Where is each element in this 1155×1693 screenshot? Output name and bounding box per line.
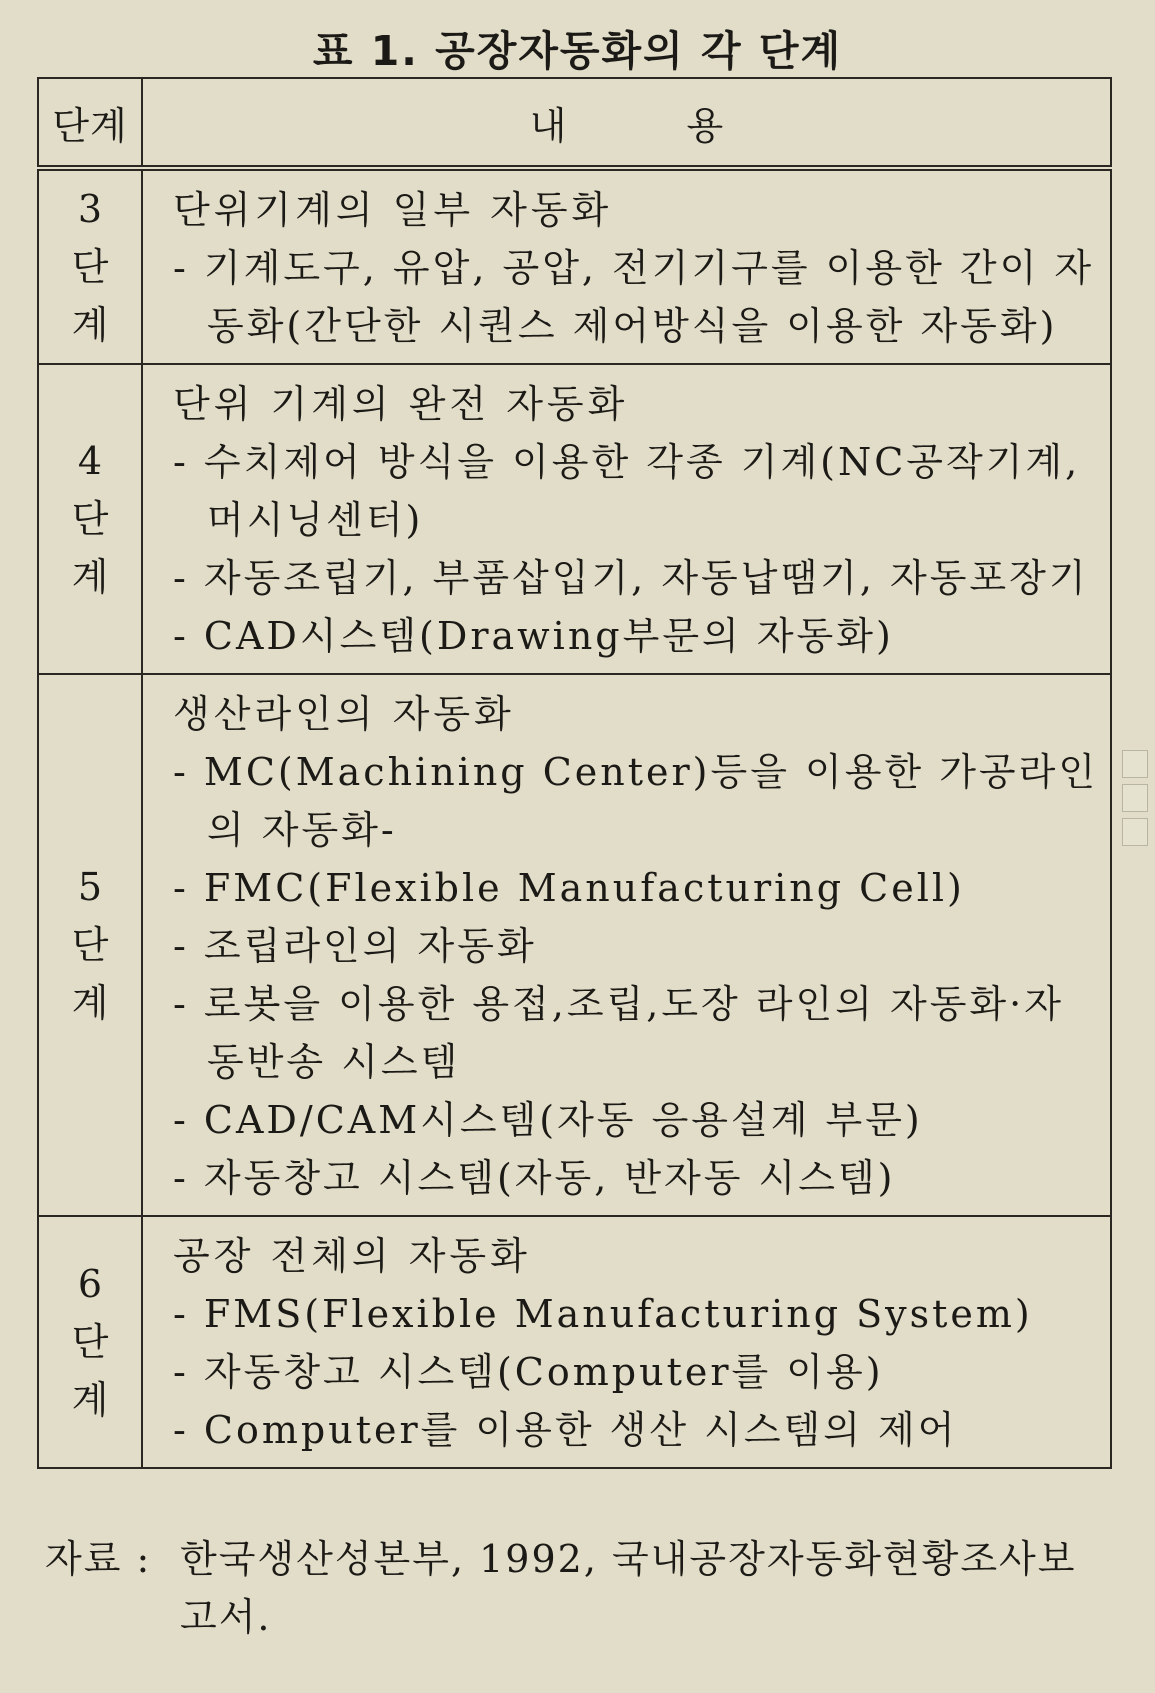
stage-char: 계 — [71, 303, 109, 347]
stage-char: 단 — [71, 497, 109, 541]
stage-char: 계 — [71, 555, 109, 599]
stage-cell — [38, 674, 142, 1216]
list-item: - FMC(Flexible Manufacturing Cell) — [173, 866, 965, 910]
list-item: - CAD/CAM시스템(자동 응용설계 부문) — [173, 1098, 923, 1142]
side-marker[interactable] — [1122, 750, 1148, 778]
stage-char: 단 — [71, 245, 109, 289]
source-note — [45, 1530, 1105, 1646]
source-text: 한국생산성본부, 1992, 국내공장자동화현황조사보고서. — [180, 1537, 1077, 1639]
stage-heading: 단위기계의 일부 자동화 — [173, 188, 613, 232]
stage-cell — [38, 1216, 142, 1468]
list-item: - MC(Machining Center)등을 이용한 가공라인의 자동화- — [173, 750, 1099, 852]
stage-cell — [38, 168, 142, 364]
stage-number: 6 — [77, 1262, 103, 1306]
list-item: - FMS(Flexible Manufacturing System) — [173, 1292, 1033, 1336]
stage-char: 계 — [71, 1378, 109, 1422]
header-stage: 단계 — [38, 78, 142, 168]
content-cell — [142, 168, 1111, 364]
list-item: - 자동창고 시스템(자동, 반자동 시스템) — [173, 1156, 896, 1200]
table-row — [38, 364, 1111, 674]
stage-number: 4 — [77, 439, 103, 483]
list-item: - 조립라인의 자동화 — [173, 924, 537, 968]
header-content: 내용 — [142, 78, 1111, 168]
stage-cell — [38, 364, 142, 674]
stage-heading: 단위 기계의 완전 자동화 — [173, 382, 629, 426]
stage-char: 단 — [71, 923, 109, 967]
source-label: 자료 : — [45, 1537, 152, 1581]
stage-heading: 생산라인의 자동화 — [173, 692, 515, 736]
stage-number: 3 — [77, 187, 103, 231]
content-cell — [142, 1216, 1111, 1468]
list-item: - 자동조립기, 부품삽입기, 자동납땜기, 자동포장기 — [173, 556, 1089, 600]
table-row — [38, 674, 1111, 1216]
stage-heading: 공장 전체의 자동화 — [173, 1234, 531, 1278]
content-cell — [142, 364, 1111, 674]
list-item: - 기계도구, 유압, 공압, 전기기구를 이용한 간이 자동화(간단한 시퀀스 제어방식을 이용한 자동화) — [173, 246, 1095, 348]
side-scroll-markers — [1122, 750, 1150, 852]
content-cell — [142, 674, 1111, 1216]
side-marker[interactable] — [1122, 818, 1148, 846]
table-row — [38, 168, 1111, 364]
table-row — [38, 1216, 1111, 1468]
automation-stages-table — [37, 77, 1112, 1469]
list-item: - Computer를 이용한 생산 시스템의 제어 — [173, 1408, 958, 1452]
list-item: - 자동창고 시스템(Computer를 이용) — [173, 1350, 884, 1394]
table-header-row — [38, 78, 1111, 168]
list-item: - 수치제어 방식을 이용한 각종 기계(NC공작기계, 머시닝센터) — [173, 440, 1081, 542]
stage-char: 계 — [71, 981, 109, 1025]
table-title: 표 1. 공장자동화의 각 단계 — [312, 27, 843, 75]
stage-number: 5 — [77, 865, 103, 909]
side-marker[interactable] — [1122, 784, 1148, 812]
stage-char: 단 — [71, 1320, 109, 1364]
list-item: - CAD시스템(Drawing부문의 자동화) — [173, 614, 894, 658]
list-item: - 로봇을 이용한 용접,조립,도장 라인의 자동화·자동반송 시스템 — [173, 982, 1064, 1084]
